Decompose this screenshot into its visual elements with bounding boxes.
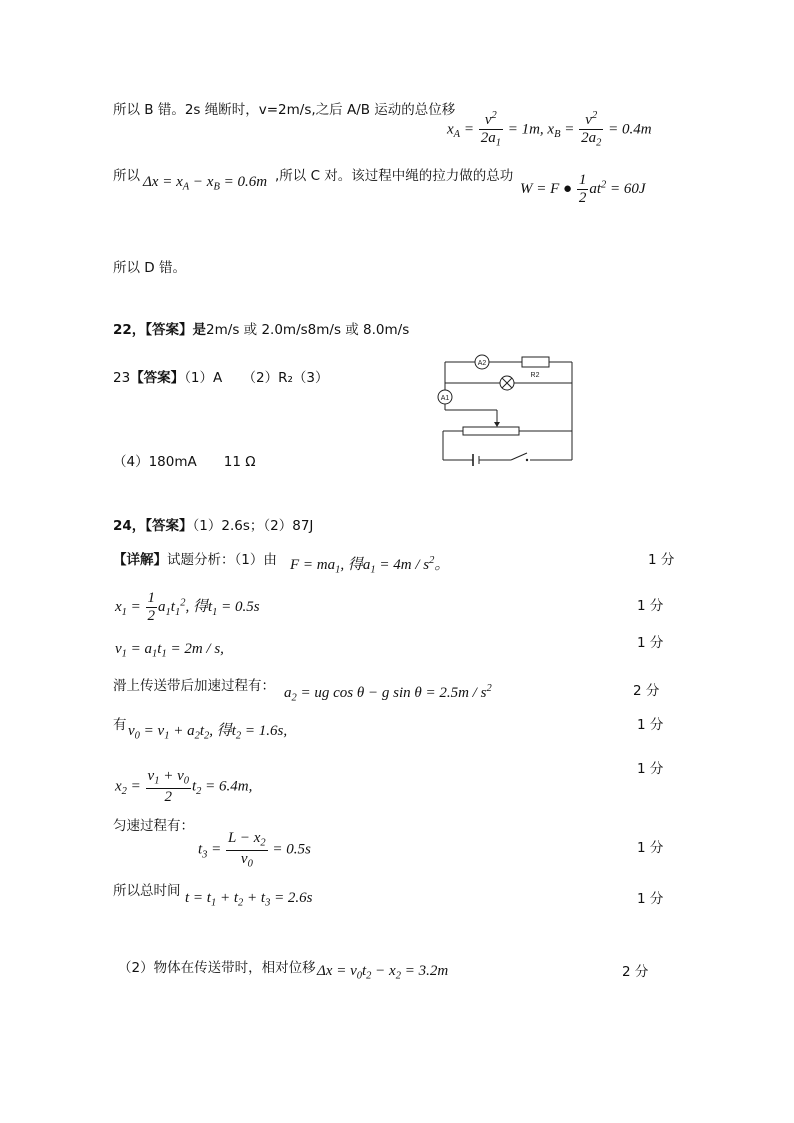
q22-number: 22，: [113, 322, 146, 338]
formula-x1: $x_1$ = $\frac{1}{2}$ $a_1t_1^2$, 得$t_1 = 0.5s$: [115, 590, 260, 625]
score-2: 1 分: [637, 598, 664, 614]
q22-value: 2m/s 或 2.0m/s8m/s 或 8.0m/s: [206, 322, 410, 338]
score-8: 1 分: [637, 891, 664, 907]
detail-intro-text: 试题分析：（1）由: [167, 552, 277, 568]
text-you: 有: [113, 717, 127, 733]
text-line-d-wrong: 所以 D 错。: [113, 260, 186, 276]
detail-intro: [113, 554, 277, 568]
q23-number: 23: [113, 370, 131, 386]
score-7: 1 分: [637, 840, 664, 856]
text-total-time: 所以总时间: [113, 883, 181, 899]
q24-answer: [113, 520, 313, 534]
formula-total-time: $t = t_1 + t_2 + t_3 = 2.6s$: [185, 890, 313, 909]
formula-x2: $x_2$ = $\frac{v_1 + v_0}{2}$ $t_2 = 6.4m$,: [115, 768, 253, 805]
detail-tag: 【详解】: [113, 552, 167, 568]
score-9: 2 分: [622, 964, 649, 980]
score-5: 1 分: [637, 717, 664, 733]
q24-value: （1）2.6s；（2）87J: [192, 518, 314, 534]
formula-a2: $a_2$ = ug cos θ − g $\sin \theta = 2.5m / s^2$: [284, 683, 492, 704]
text-line-b-wrong: 所以 B 错。2s 绳断时，v=2m/s,之后 A/B 运动的总位移: [113, 102, 456, 118]
formula-t2: $v_0 = v_1 + a_2t_2$, 得$t_2 = 1.6s$,: [128, 723, 288, 742]
formula-a1: $F = ma_1$, 得$a_1 = 4m / s^2$。: [290, 555, 450, 576]
ammeter-a2-label: A2: [477, 360, 487, 367]
formula-t3: $t_3$ = $\frac{L - x_2}{v_0}$ = 0.5s: [198, 830, 311, 870]
q24-number: 24，: [113, 518, 146, 534]
text-line-so: 所以: [113, 168, 140, 184]
text-line-c-right: ,所以 C 对。该过程中绳的拉力做的总功: [275, 168, 514, 184]
formula-v1: $v_1 = a_1t_1 = 2m / s$,: [115, 641, 224, 660]
formula-delta-x: $\Delta x = x_A - x_B = 0.6m$: [143, 174, 268, 193]
formula-relative-displacement: $\Delta x = v_0t_2 - x_2 = 3.2m$: [317, 963, 449, 982]
circuit-diagram: [435, 352, 585, 467]
score-4: 2 分: [633, 683, 660, 699]
resistor-label: R2: [530, 372, 540, 379]
ammeter-a1-label: A1: [440, 395, 450, 402]
q24-tag: 【答案】: [145, 518, 193, 534]
score-6: 1 分: [637, 761, 664, 777]
q23-answer-part4: （4）180mA 11 Ω: [113, 454, 256, 470]
q23-tag: 【答案】: [130, 370, 185, 386]
formula-work: W = F ● $\frac{1}{2}$ $at^2 = 60J$: [520, 172, 646, 207]
q22-tag: 【答案】是: [145, 322, 207, 338]
text-slide-on-belt: 滑上传送带后加速过程有：: [113, 678, 275, 694]
q23-value: （1）A （2）R₂（3）: [184, 370, 329, 386]
q22-answer: [113, 324, 409, 338]
formula-displacement: $x_A$ = $\frac{v^2}{2a_1}$ = 1m, $x_B$ = $\frac{v^2}{2a_2}$ = 0.4m: [447, 110, 652, 149]
score-1: 1 分: [648, 552, 675, 568]
score-3: 1 分: [637, 635, 664, 651]
text-relative-displacement: （2）物体在传送带时，相对位移: [118, 960, 316, 976]
q23-answer: [113, 372, 328, 386]
text-uniform: 匀速过程有：: [113, 818, 194, 834]
